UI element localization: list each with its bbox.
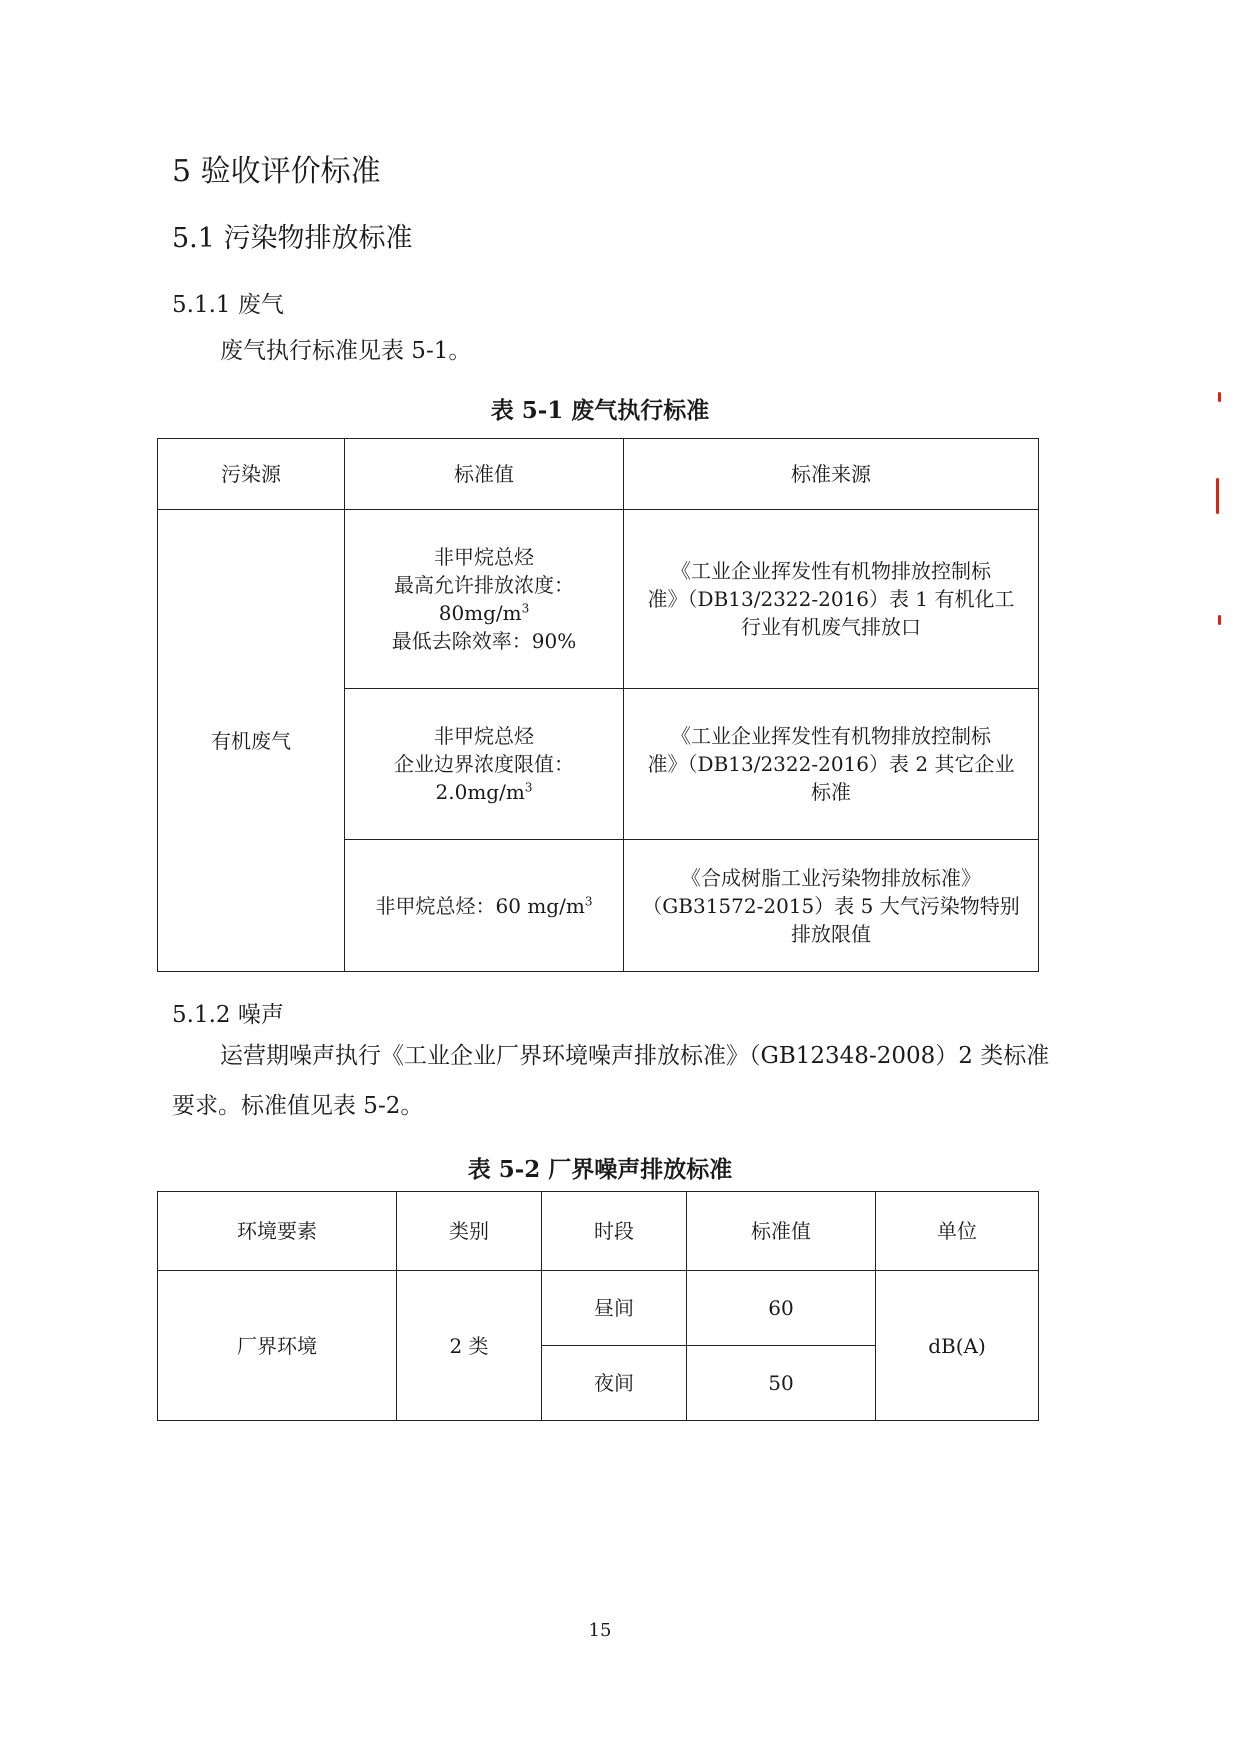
- standard-source-cell: [624, 840, 1039, 972]
- superscript: 3: [524, 780, 533, 795]
- standard-value-cell: 50: [687, 1346, 876, 1421]
- source-line: 《工业企业挥发性有机物排放控制标: [671, 559, 991, 583]
- value-text: 企业边界浓度限值：2.0mg/m: [394, 752, 574, 804]
- period-cell: 昼间: [542, 1271, 687, 1346]
- value-line: [353, 571, 615, 627]
- source-line: 排放限值: [791, 921, 871, 946]
- chapter-heading: 5 验收评价标准: [172, 154, 381, 189]
- pollution-source-cell: 有机废气: [158, 510, 345, 972]
- standard-value-cell: [345, 840, 624, 972]
- source-line: （GB31572-2015）表 5 大气污染物特别: [642, 893, 1020, 918]
- standard-source-cell: [624, 689, 1039, 840]
- value-line: 非甲烷总烃: [434, 724, 534, 748]
- standard-value-cell: 60: [687, 1271, 876, 1346]
- value-line: 非甲烷总烃: [434, 545, 534, 569]
- page-number: 15: [588, 1620, 612, 1641]
- value-text: 非甲烷总烃：60 mg/m: [375, 893, 585, 918]
- scan-mark: [1218, 392, 1221, 402]
- scan-mark: [1216, 478, 1219, 514]
- paragraph-gas: 废气执行标准见表 5-1。: [220, 338, 472, 364]
- source-line: 标准: [811, 780, 851, 804]
- subsection-heading-gas: 5.1.1 废气: [172, 292, 284, 318]
- unit-cell: dB(A): [876, 1271, 1039, 1421]
- table-header-cell: 标准值: [345, 439, 624, 510]
- source-line: 《合成树脂工业污染物排放标准》: [681, 865, 981, 890]
- table-header-cell: 标准来源: [624, 439, 1039, 510]
- paragraph-noise: 运营期噪声执行《工业企业厂界环境噪声排放标准》（GB12348-2008）2 类标准要求。标准值见表 5-2。: [172, 1043, 1050, 1119]
- table-row: [158, 1271, 1039, 1346]
- table-row: [158, 510, 1039, 689]
- source-line: 准》（DB13/2322-2016）表 1 有机化工: [647, 587, 1015, 611]
- source-line: 《工业企业挥发性有机物排放控制标: [671, 724, 991, 748]
- standard-value-cell: [345, 510, 624, 689]
- scan-mark: [1218, 615, 1221, 625]
- table-header-cell: 标准值: [687, 1192, 876, 1271]
- noise-standard-table: [157, 1191, 1039, 1421]
- table-header-cell: 污染源: [158, 439, 345, 510]
- table1-caption: 表 5-1 废气执行标准: [490, 397, 710, 424]
- source-line: 准》（DB13/2322-2016）表 2 其它企业: [647, 752, 1015, 776]
- section-heading: 5.1 污染物排放标准: [172, 223, 413, 254]
- subsection-heading-noise: 5.1.2 噪声: [172, 1002, 284, 1028]
- table-header-cell: 类别: [397, 1192, 542, 1271]
- table-header-row: [158, 439, 1039, 510]
- table-header-row: [158, 1192, 1039, 1271]
- category-cell: 2 类: [397, 1271, 542, 1421]
- standard-value-cell: [345, 689, 624, 840]
- table2-caption: 表 5-2 厂界噪声排放标准: [467, 1156, 733, 1183]
- standard-source-cell: [624, 510, 1039, 689]
- value-text: 最高允许排放浓度：80mg/m: [394, 573, 574, 625]
- table-header-cell: 时段: [542, 1192, 687, 1271]
- superscript: 3: [584, 893, 593, 908]
- period-cell: 夜间: [542, 1346, 687, 1421]
- waste-gas-standard-table: [157, 438, 1039, 972]
- superscript: 3: [521, 601, 530, 616]
- table-header-cell: 单位: [876, 1192, 1039, 1271]
- value-line: 最低去除效率：90%: [391, 629, 577, 653]
- value-line: [353, 892, 615, 920]
- value-line: [353, 750, 615, 806]
- environment-element-cell: 厂界环境: [158, 1271, 397, 1421]
- table-header-cell: 环境要素: [158, 1192, 397, 1271]
- source-line: 行业有机废气排放口: [741, 615, 921, 639]
